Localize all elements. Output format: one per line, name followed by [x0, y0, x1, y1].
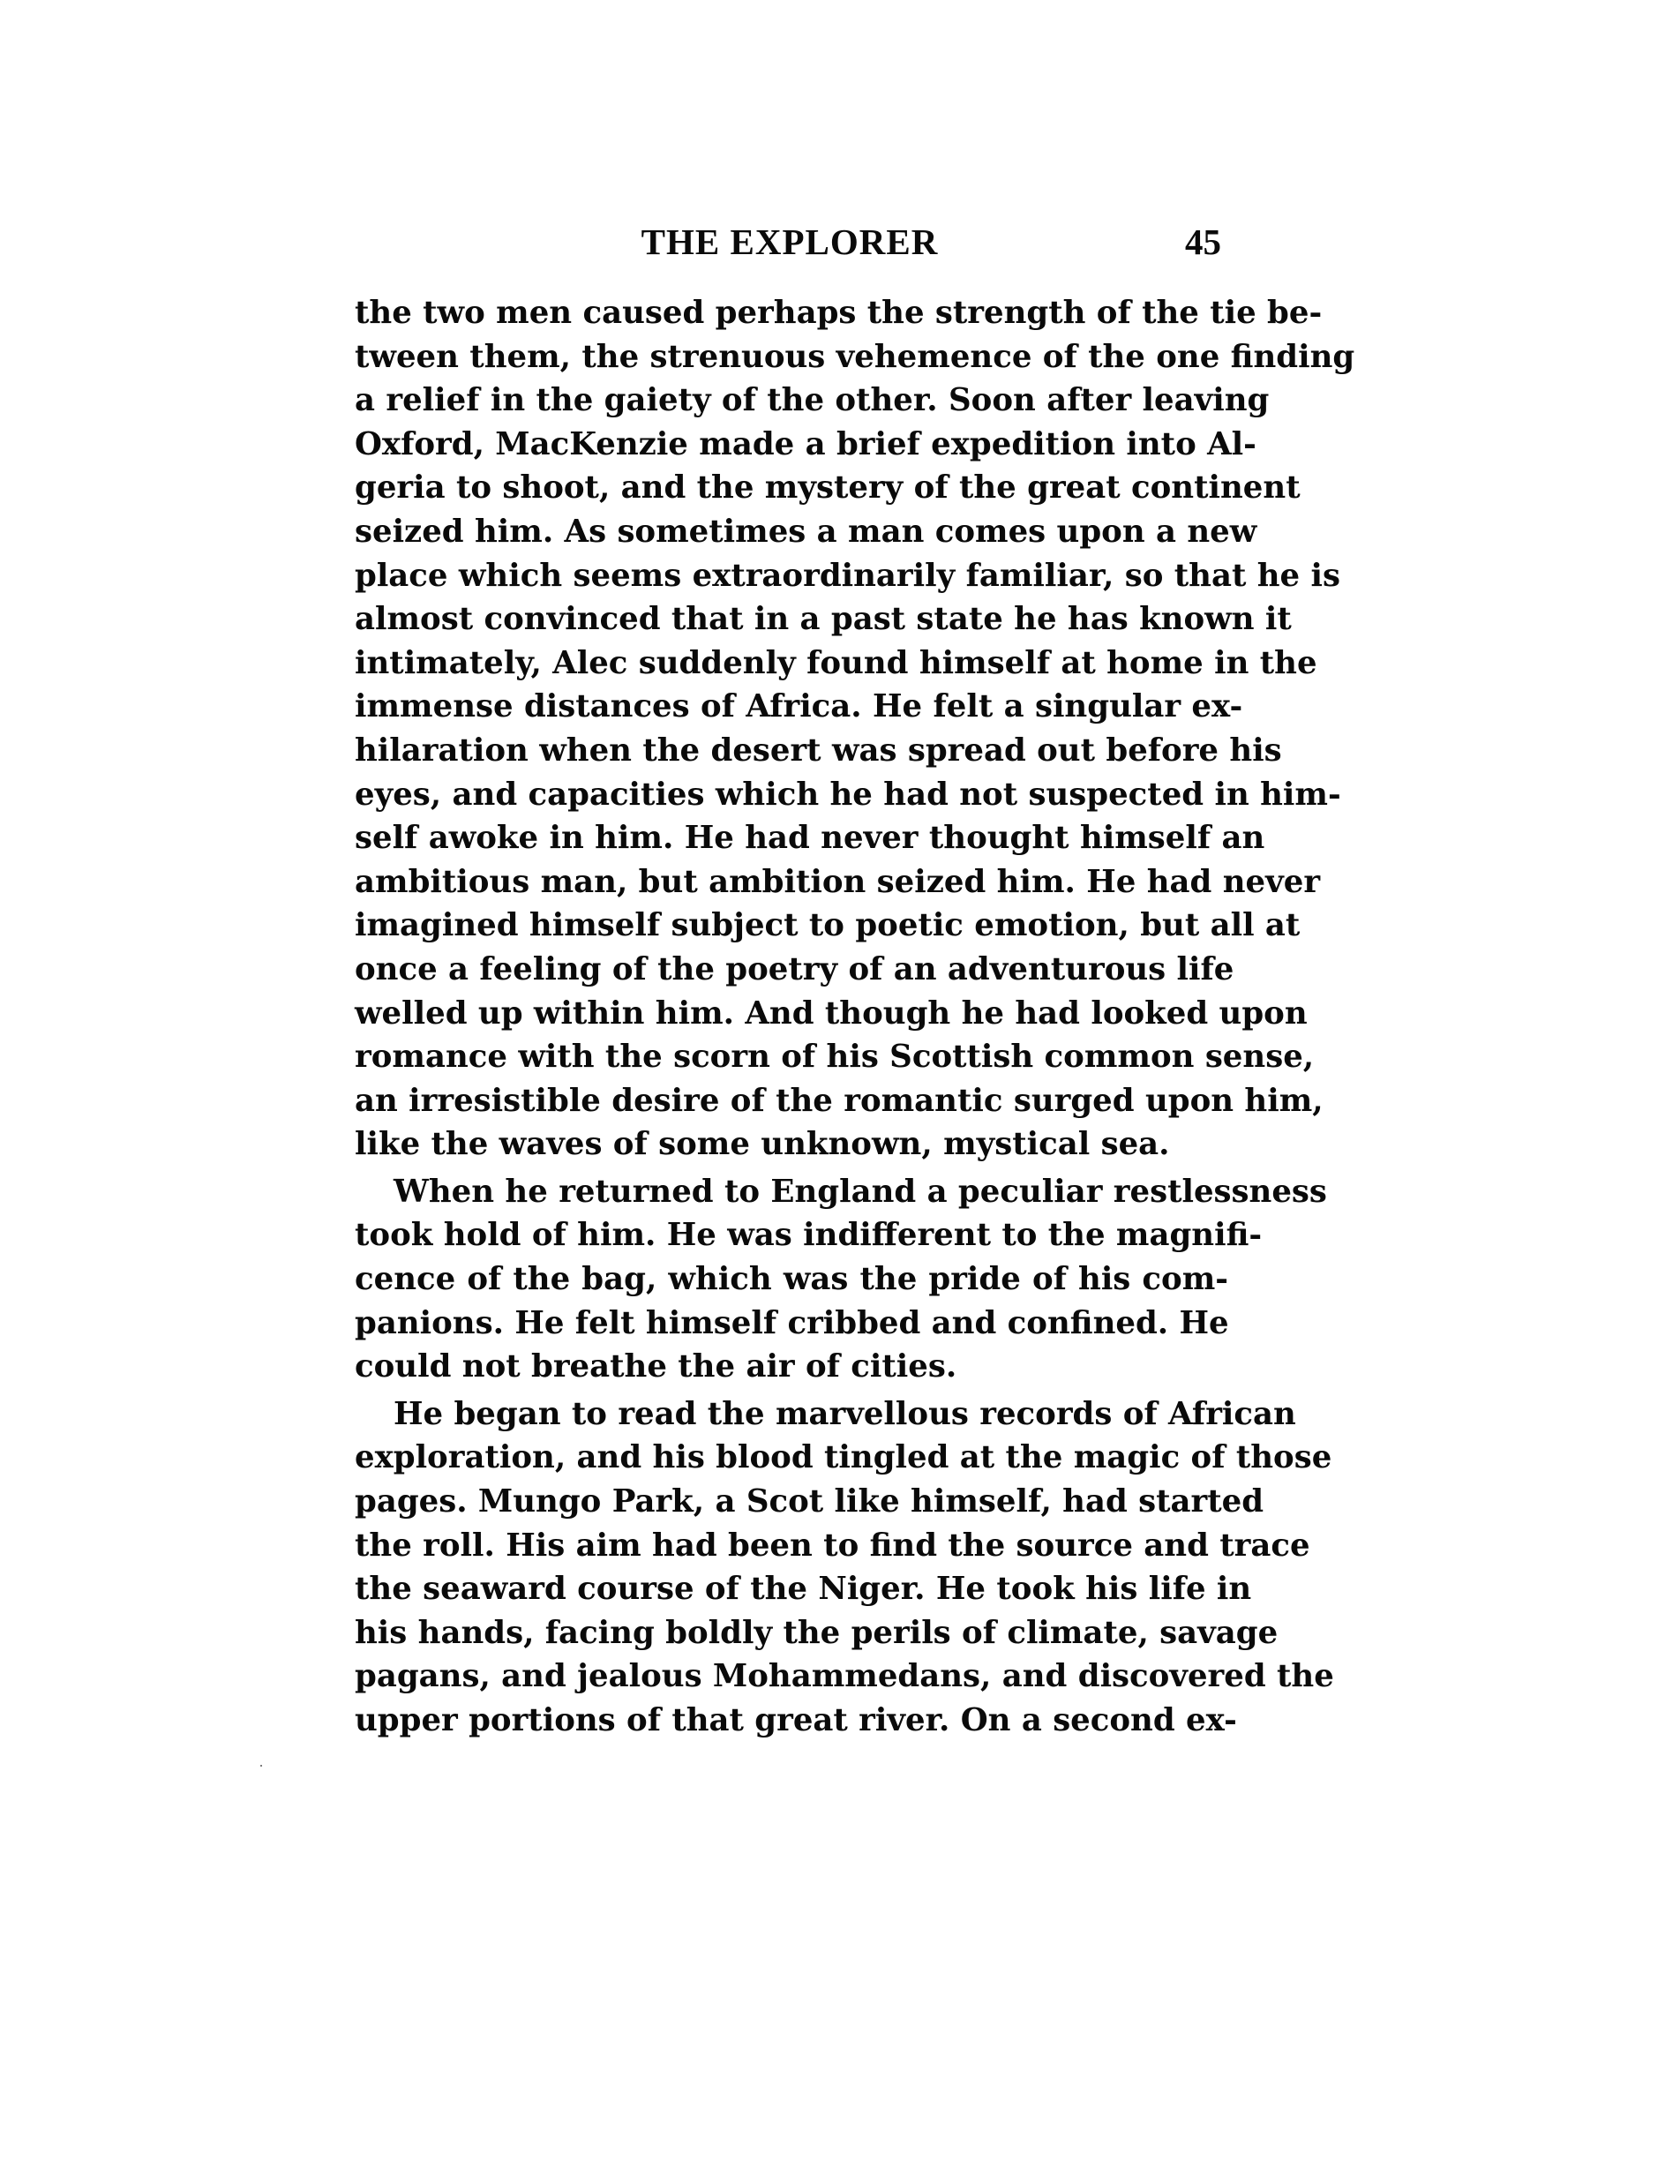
text-line: place which seems extraordinarily familiar, so that he is: [355, 557, 1340, 594]
text-line: an irresistible desire of the romantic surged upon him,: [355, 1082, 1324, 1119]
text-line: cence of the bag, which was the pride of his com-: [355, 1261, 1228, 1298]
text-line: pagans, and jealous Mohammedans, and discovered the: [355, 1658, 1334, 1695]
text-line: welled up within him. And though he had looked upon: [355, 994, 1308, 1032]
text-line: the two men caused perhaps the strength of the tie be-: [355, 295, 1323, 331]
text-line: upper portions of that great river. On a second ex-: [355, 1702, 1237, 1738]
text-line: the seaward course of the Niger. He took his life in: [355, 1571, 1252, 1608]
text-line: hilaration when the desert was spread out before his: [355, 732, 1282, 769]
text-line: intimately, Alec suddenly found himself at home in the: [355, 644, 1317, 681]
text-line: geria to shoot, and the mystery of the great continent: [355, 469, 1301, 507]
page-number: 45: [1185, 221, 1221, 262]
scan-speck: [260, 1765, 262, 1767]
text-line: Oxford, MacKenzie made a brief expedition into Al-: [355, 425, 1256, 462]
paragraph-2: [355, 1170, 1327, 1389]
paragraph-1: [355, 291, 1355, 1167]
text-line: like the waves of some unknown, mystical sea.: [355, 1126, 1170, 1163]
text-line: exploration, and his blood tingled at the magic of those: [355, 1439, 1332, 1476]
text-line: immense distances of Africa. He felt a singular ex-: [355, 688, 1243, 725]
paragraph-3: [355, 1392, 1334, 1743]
text-line: his hands, facing boldly the perils of climate, savage: [355, 1614, 1279, 1651]
text-line: He began to read the marvellous records of African: [394, 1395, 1296, 1432]
text-line: once a feeling of the poetry of an adventurous life: [355, 950, 1234, 987]
text-line: pages. Mungo Park, a Scot like himself, had started: [355, 1483, 1264, 1520]
text-line: panions. He felt himself cribbed and confined. He: [355, 1304, 1229, 1341]
text-line: the roll. His aim had been to find the source and trace: [355, 1527, 1310, 1564]
text-line: imagined himself subject to poetic emotion, but all at: [355, 907, 1301, 944]
running-head: [353, 221, 1226, 274]
text-line: took hold of him. He was indifferent to the magnifi-: [355, 1217, 1263, 1254]
text-line: self awoke in him. He had never thought himself an: [355, 820, 1265, 857]
text-line: seized him. As sometimes a man comes upon a new: [355, 513, 1257, 550]
text-line: ambitious man, but ambition seized him. He had never: [355, 863, 1321, 900]
body-text: [355, 291, 1355, 1743]
text-line: a relief in the gaiety of the other. Soon after leaving: [355, 382, 1270, 419]
running-title: THE EXPLORER: [641, 221, 939, 262]
text-line: When he returned to England a peculiar restlessness: [394, 1173, 1327, 1210]
text-line: could not breathe the air of cities.: [355, 1348, 957, 1385]
text-line: eyes, and capacities which he had not suspected in him-: [355, 776, 1341, 813]
text-line: almost convinced that in a past state he has known it: [355, 601, 1292, 638]
text-line: tween them, the strenuous vehemence of the one finding: [355, 338, 1355, 375]
text-line: romance with the scorn of his Scottish common sense,: [355, 1039, 1315, 1076]
